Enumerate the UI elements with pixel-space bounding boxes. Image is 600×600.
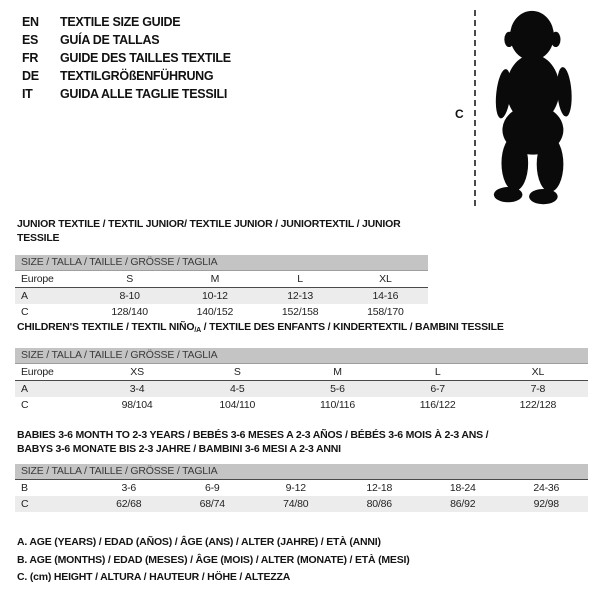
children-textile-title bbox=[17, 320, 588, 338]
babies-textile-table bbox=[15, 480, 588, 512]
cell: 18-24 bbox=[449, 482, 476, 494]
cell: 6-7 bbox=[430, 383, 445, 395]
babies-textile-section bbox=[15, 428, 588, 512]
table-row-age bbox=[15, 381, 588, 398]
cell: XL bbox=[488, 364, 588, 381]
cell: 3-4 bbox=[129, 383, 145, 395]
cell: 140/152 bbox=[196, 306, 234, 318]
lang-title: TEXTILE SIZE GUIDE bbox=[60, 15, 181, 29]
cell: XL bbox=[343, 271, 428, 288]
cell: Europe bbox=[15, 364, 87, 381]
cell: S bbox=[187, 364, 287, 381]
cell: 12-13 bbox=[287, 290, 314, 302]
cell: 10-12 bbox=[201, 290, 228, 302]
cell: 12-18 bbox=[366, 482, 393, 494]
note-b: B. AGE (MONTHS) / EDAD (MESES) / ÂGE (MOIS) / ALTER (MONATE) / ETÀ (MESI) bbox=[17, 553, 410, 566]
size-header-bar: SIZE / TALLA / TAILLE / GRÖSSE / TAGLIA bbox=[15, 255, 428, 271]
lang-row-it bbox=[22, 85, 231, 103]
junior-textile-title: JUNIOR TEXTILE / TEXTIL JUNIOR/ TEXTILE JUNIOR / JUNIORTEXTIL / JUNIOR TESSILE bbox=[17, 218, 401, 244]
table-row-height bbox=[15, 397, 588, 413]
title-text: CHILDREN'S TEXTILE / TEXTIL NIÑO bbox=[17, 321, 195, 333]
cell: 110/116 bbox=[319, 399, 355, 411]
cell: 8-10 bbox=[119, 290, 140, 302]
cell: 3-6 bbox=[121, 482, 137, 494]
cell: 152/158 bbox=[281, 306, 319, 318]
title-text: / TEXTILE DES ENFANTS / KINDERTEXTIL / BAMBINI TESSILE bbox=[200, 321, 504, 333]
lang-title: GUÍA DE TALLAS bbox=[60, 33, 160, 47]
cell: M bbox=[172, 271, 257, 288]
cell: 62/68 bbox=[116, 498, 142, 510]
cell: 86/92 bbox=[450, 498, 476, 510]
lang-row-fr bbox=[22, 49, 231, 67]
children-textile-table bbox=[15, 364, 588, 413]
lang-code: IT bbox=[22, 87, 33, 101]
children-textile-section bbox=[15, 320, 588, 413]
lang-row-es bbox=[22, 31, 231, 49]
table-row-age bbox=[15, 288, 428, 305]
lang-code: EN bbox=[22, 15, 39, 29]
cell: C bbox=[21, 498, 29, 510]
cell: 9-12 bbox=[285, 482, 306, 494]
lang-row-de bbox=[22, 67, 231, 85]
babies-textile-title bbox=[17, 428, 588, 456]
title-line-1: BABIES 3-6 MONTH TO 2-3 YEARS / BEBÉS 3-6 MESES A 2-3 AÑOS / BÉBÉS 3-6 MOIS À 2-3 ANS / bbox=[17, 429, 489, 441]
cell: 104/110 bbox=[219, 399, 256, 411]
language-title-list bbox=[22, 13, 231, 103]
cell: 158/170 bbox=[367, 306, 404, 318]
table-row-europe bbox=[15, 364, 588, 381]
table-row-months bbox=[15, 480, 588, 496]
lang-title: GUIDA ALLE TAGLIE TESSILI bbox=[60, 87, 228, 101]
cell: C bbox=[21, 399, 29, 411]
cell: 98/104 bbox=[121, 399, 153, 411]
lang-title: TEXTILGRÖßENFÜHRUNG bbox=[60, 69, 214, 83]
cell: A bbox=[21, 383, 28, 395]
table-row-height bbox=[15, 496, 588, 512]
lang-title: GUIDE DES TAILLES TEXTILE bbox=[60, 51, 231, 65]
size-header-bar: SIZE / TALLA / TAILLE / GRÖSSE / TAGLIA bbox=[15, 464, 588, 480]
cell: 128/140 bbox=[111, 306, 148, 318]
cell: 116/122 bbox=[419, 399, 456, 411]
lang-code: ES bbox=[22, 33, 39, 47]
lang-row-en bbox=[22, 13, 231, 31]
cell: B bbox=[21, 482, 28, 494]
lang-code: DE bbox=[22, 69, 39, 83]
table-row-europe bbox=[15, 271, 428, 288]
title-subscript: /A bbox=[194, 327, 201, 334]
title-line-2: BABYS 3-6 MONATE BIS 2-3 JAHRE / BAMBINI 3-6 MESI A 2-3 ANNI bbox=[17, 443, 341, 455]
cell: M bbox=[287, 364, 387, 381]
baby-silhouette bbox=[483, 8, 579, 208]
cell: 68/74 bbox=[199, 498, 225, 510]
cell: 122/128 bbox=[519, 399, 557, 411]
cell: 5-6 bbox=[330, 383, 345, 395]
cell: L bbox=[258, 271, 343, 288]
size-header-bar: SIZE / TALLA / TAILLE / GRÖSSE / TAGLIA bbox=[15, 348, 588, 364]
cell: A bbox=[21, 290, 28, 302]
cell: 14-16 bbox=[372, 290, 399, 302]
cell: 7-8 bbox=[530, 383, 546, 395]
cell: 6-9 bbox=[204, 482, 220, 494]
height-c-label: C bbox=[455, 107, 464, 121]
cell: 4-5 bbox=[229, 383, 245, 395]
cell: 74/80 bbox=[283, 498, 309, 510]
note-c: C. (cm) HEIGHT / ALTURA / HAUTEUR / HÖHE / ALTEZZA bbox=[17, 571, 291, 583]
lang-code: FR bbox=[22, 51, 39, 65]
table-row-height bbox=[15, 304, 428, 320]
cell: 80/86 bbox=[366, 498, 392, 510]
cell: 24-36 bbox=[533, 482, 560, 494]
junior-textile-table bbox=[15, 271, 428, 320]
cell: 92/98 bbox=[533, 498, 559, 510]
junior-textile-section bbox=[15, 217, 428, 320]
cell: S bbox=[87, 271, 172, 288]
cell: Europe bbox=[15, 271, 87, 288]
height-dashed-line bbox=[474, 10, 476, 206]
cell: L bbox=[388, 364, 488, 381]
cell: C bbox=[21, 306, 29, 318]
footnotes bbox=[17, 534, 410, 587]
note-a: A. AGE (YEARS) / EDAD (AÑOS) / ÂGE (ANS) / ALTER (JAHRE) / ETÀ (ANNI) bbox=[17, 536, 381, 548]
cell: XS bbox=[87, 364, 187, 381]
